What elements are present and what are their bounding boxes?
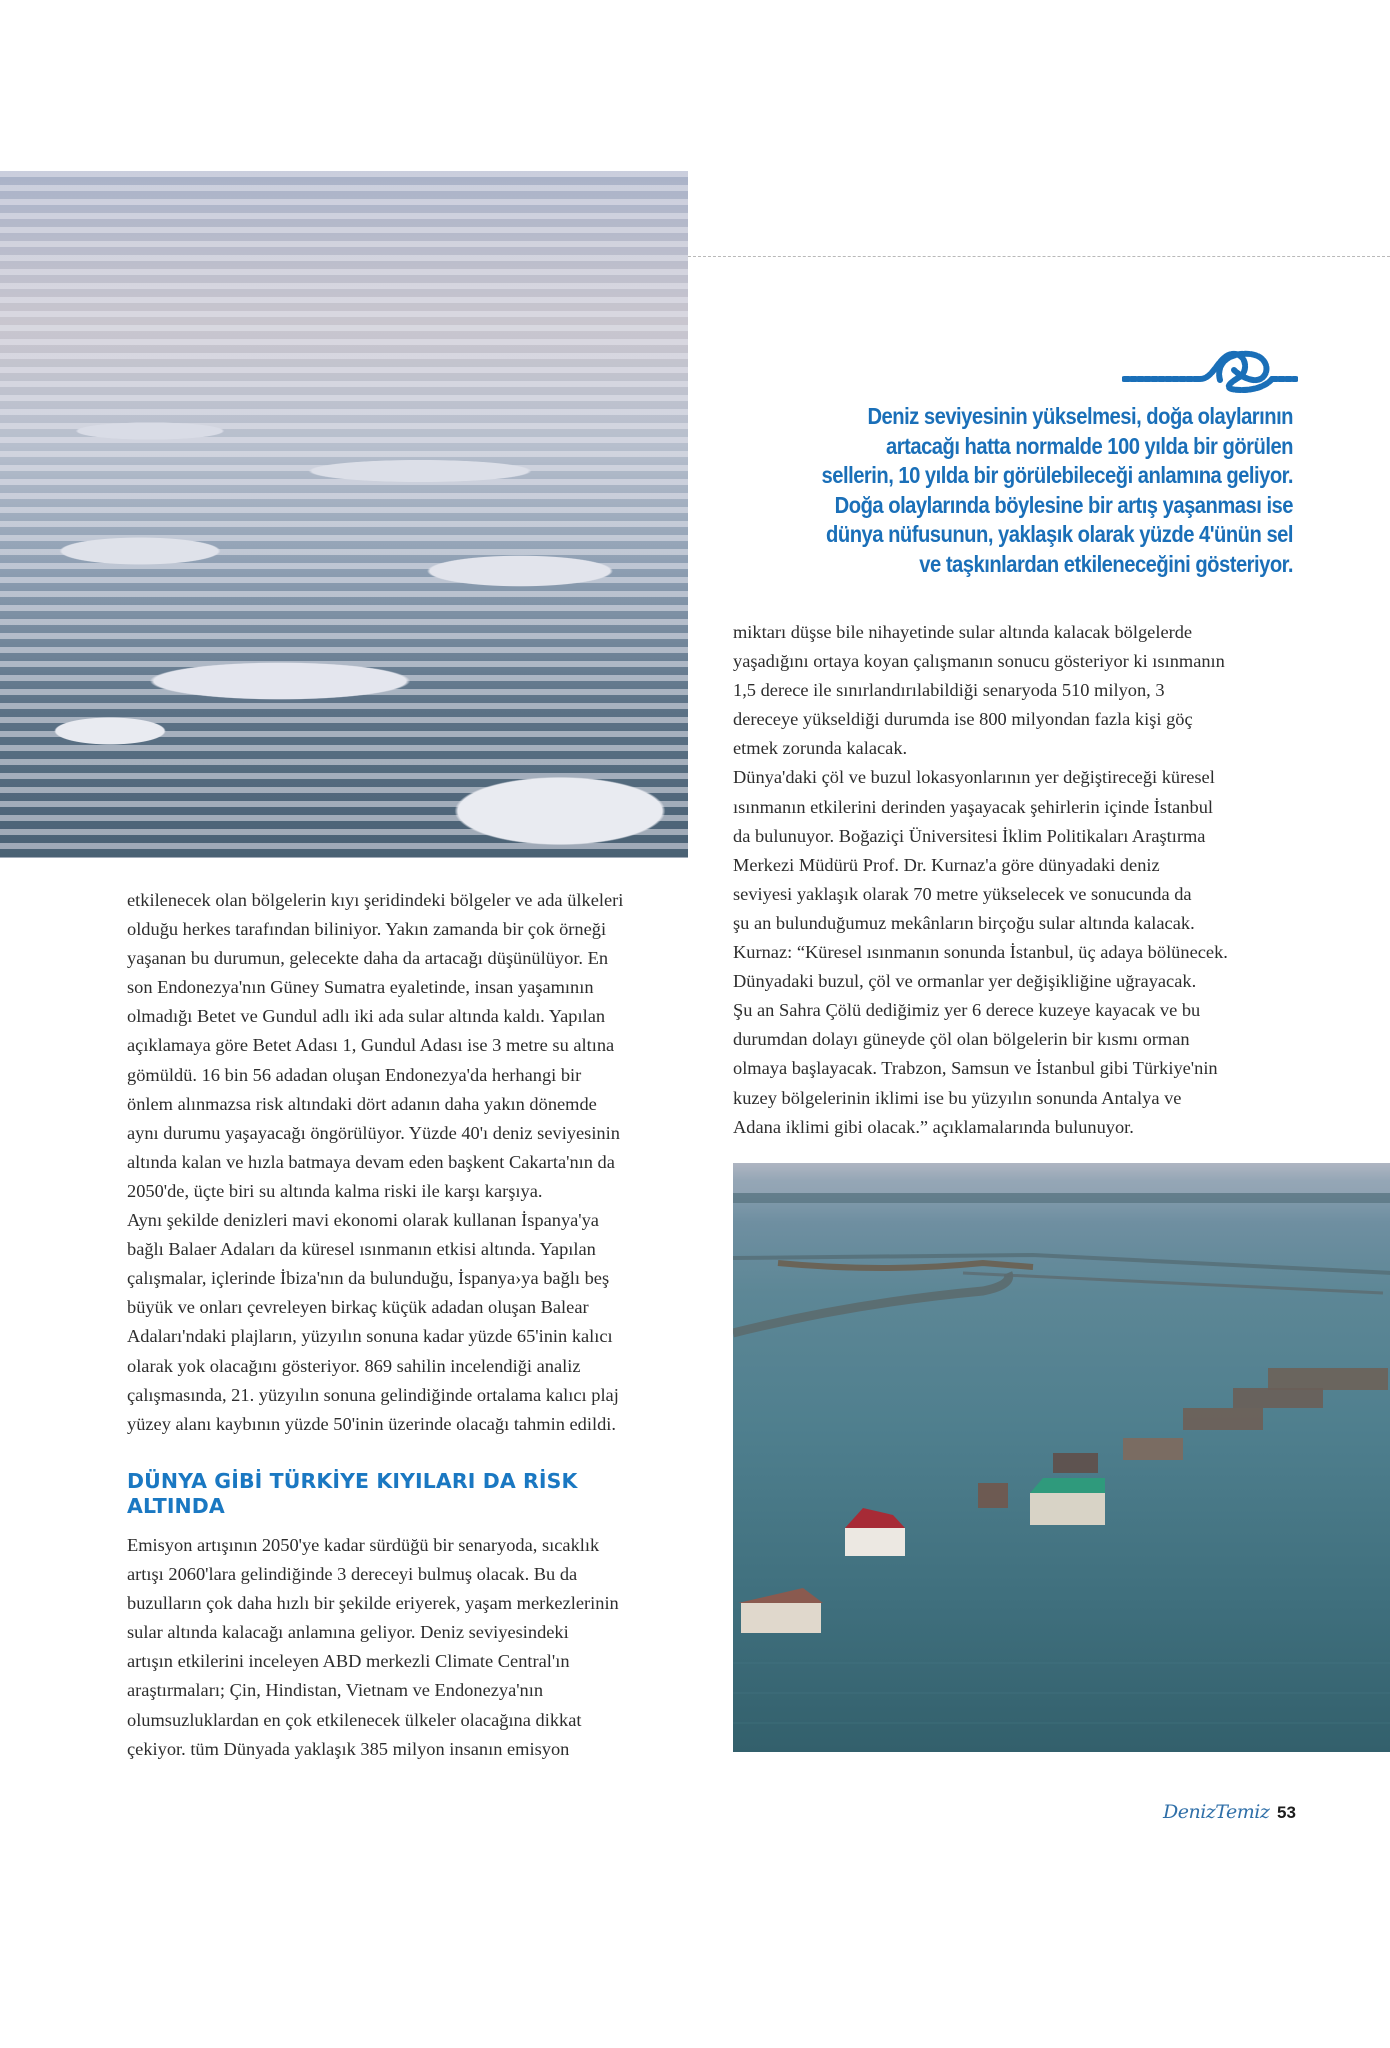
article-column-right xyxy=(733,618,1303,1142)
body-line: 2050'de, üçte biri su altında kalma riski ile karşı karşıya. xyxy=(127,1180,543,1201)
flooded-village-photo xyxy=(733,1163,1390,1752)
dotted-divider xyxy=(688,256,1390,257)
body-line: dereceye yükseldiği durumda ise 800 milyondan fazla kişi göç xyxy=(733,709,1193,730)
body-line: olmadığı Betet ve Gundul adlı iki ada sular altında kaldı. Yapılan xyxy=(127,1006,606,1027)
body-line: Dünyadaki buzul, çöl ve ormanlar yer değişikliğine uğrayacak. xyxy=(733,971,1197,992)
section-heading-line: ALTINDA xyxy=(127,1494,225,1518)
body-line: seviyesi yaklaşık olarak 70 metre yükselecek ve sonucunda da xyxy=(733,883,1192,904)
body-line: olduğu herkes tarafından biliniyor. Yakın zamanda bir çok örneği xyxy=(127,919,607,940)
body-line: buzulların çok daha hızlı bir şekilde eriyerek, yaşam merkezlerinin xyxy=(127,1593,619,1614)
body-line: Adana iklimi gibi olacak.” açıklamalarında bulunuyor. xyxy=(733,1116,1134,1137)
pull-quote-line: artacağı hatta normalde 100 yılda bir görülen xyxy=(886,432,1293,459)
body-line: çalışmasında, 21. yüzyılın sonuna gelindiğinde ortalama kalıcı plaj xyxy=(127,1384,619,1405)
pull-quote-line: dünya nüfusunun, yaklaşık olarak yüzde 4'ünün sel xyxy=(826,521,1293,547)
body-line: çekiyor. tüm Dünyada yaklaşık 385 milyon insanın emisyon xyxy=(127,1738,570,1759)
body-line: açıklamaya göre Betet Adası 1, Gundul Adası ise 3 metre su altına xyxy=(127,1035,615,1056)
pull-quote-line: Deniz seviyesinin yükselmesi, doğa olaylarının xyxy=(867,403,1293,429)
rope-knot-icon xyxy=(1122,346,1298,396)
body-line: yaşadığını ortaya koyan çalışmanın sonucu gösteriyor ki ısınmanın xyxy=(733,651,1225,672)
body-line: Aynı şekilde denizleri mavi ekonomi olarak kullanan İspanya'ya xyxy=(127,1210,599,1231)
body-line: son Endonezya'nın Güney Sumatra eyaletinde, insan yaşamının xyxy=(127,977,594,998)
pull-quote-line: sellerin, 10 yılda bir görülebileceği anlamına geliyor. xyxy=(821,462,1293,488)
body-line: etmek zorunda kalacak. xyxy=(733,738,908,759)
article-column-left xyxy=(127,886,697,1439)
magazine-brand-logo: DenizTemiz xyxy=(1163,1801,1270,1823)
body-line: olumsuzluklardan en çok etkilenecek ülkeler olacağına dikkat xyxy=(127,1709,582,1730)
section-heading-line: DÜNYA GİBİ TÜRKİYE KIYILARI DA RİSK xyxy=(127,1469,578,1493)
body-line: olmaya başlayacak. Trabzon, Samsun ve İstanbul gibi Türkiye'nin xyxy=(733,1058,1218,1079)
body-line: Adaları'ndaki plajların, yüzyılın sonuna kadar yüzde 65'inin kalıcı xyxy=(127,1326,613,1347)
body-line: aynı durumu yaşayacağı öngörülüyor. Yüzde 40'ı deniz seviyesinin xyxy=(127,1122,620,1143)
pull-quote-line: Doğa olaylarında böylesine bir artış yaşanması ise xyxy=(834,491,1293,518)
body-line: Kurnaz: “Küresel ısınmanın sonunda İstanbul, üç adaya bölünecek. xyxy=(733,942,1228,963)
body-line: olarak yok olacağını gösteriyor. 869 sahilin incelendiği analiz xyxy=(127,1355,581,1376)
body-line: araştırmaları; Çin, Hindistan, Vietnam ve Endonezya'nın xyxy=(127,1680,544,1701)
body-line: yaşanan bu durumun, gelecekte daha da artacağı düşünülüyor. En xyxy=(127,948,609,969)
body-line: durumdan dolayı güneyde çöl olan bölgelerin bir kısmı orman xyxy=(733,1029,1190,1050)
body-line: da bulunuyor. Boğaziçi Üniversitesi İklim Politikaları Araştırma xyxy=(733,825,1206,846)
body-line: ısınmanın etkilerini derinden yaşayacak şehirlerin içinde İstanbul xyxy=(733,796,1214,817)
body-line: 1,5 derece ile sınırlandırılabildiği senaryoda 510 milyon, 3 xyxy=(733,680,1165,701)
body-line: bağlı Balaer Adaları da küresel ısınmanın etkisi altında. Yapılan xyxy=(127,1239,596,1260)
page-number: 53 xyxy=(1277,1803,1296,1822)
body-line: miktarı düşse bile nihayetinde sular altında kalacak bölgelerde xyxy=(733,622,1193,642)
flood-scene-illustration xyxy=(733,1163,1390,1752)
body-line: Dünya'daki çöl ve buzul lokasyonlarının yer değiştireceği küresel xyxy=(733,767,1215,788)
body-line: kuzey bölgelerinin iklimi ise bu yüzyılın sonunda Antalya ve xyxy=(733,1087,1182,1108)
article-column-left-bottom xyxy=(127,1531,697,1764)
body-line: sular altında kalacağı anlamına geliyor. Deniz seviyesindeki xyxy=(127,1622,569,1643)
sea-ice-photo xyxy=(0,171,688,858)
body-line: Emisyon artışının 2050'ye kadar sürdüğü bir senaryoda, sıcaklık xyxy=(127,1535,600,1555)
body-line: şu an bulunduğumuz mekânların birçoğu sular altında kalacak. xyxy=(733,912,1195,933)
body-line: Merkezi Müdürü Prof. Dr. Kurnaz'a göre dünyadaki deniz xyxy=(733,854,1160,875)
pull-quote xyxy=(746,402,1293,579)
body-line: büyük ve onları çevreleyen birkaç küçük adadan oluşan Balear xyxy=(127,1297,589,1318)
body-line: artışın etkilerini inceleyen ABD merkezli Climate Central'ın xyxy=(127,1651,570,1672)
body-line: önlem alınmazsa risk altındaki dört adanın daha yakın dönemde xyxy=(127,1093,597,1114)
body-line: gömüldü. 16 bin 56 adadan oluşan Endonezya'da herhangi bir xyxy=(127,1064,582,1085)
body-line: etkilenecek olan bölgelerin kıyı şeridindeki bölgeler ve ada ülkeleri xyxy=(127,890,624,910)
pull-quote-line: ve taşkınlardan etkileneceğini gösteriyor. xyxy=(919,550,1293,577)
section-heading xyxy=(127,1469,578,1519)
body-line: Şu an Sahra Çölü dediğimiz yer 6 derece kuzeye kayacak ve bu xyxy=(733,1000,1201,1021)
body-line: altında kalan ve hızla batmaya devam eden başkent Cakarta'nın da xyxy=(127,1151,615,1172)
body-line: artışı 2060'lara gelindiğinde 3 dereceyi bulmuş olacak. Bu da xyxy=(127,1564,578,1585)
body-line: çalışmalar, içlerinde İbiza'nın da bulunduğu, İspanya›ya bağlı beş xyxy=(127,1268,610,1289)
body-line: yüzey alanı kaybının yüzde 50'inin üzerinde olacağı tahmin edildi. xyxy=(127,1413,616,1434)
